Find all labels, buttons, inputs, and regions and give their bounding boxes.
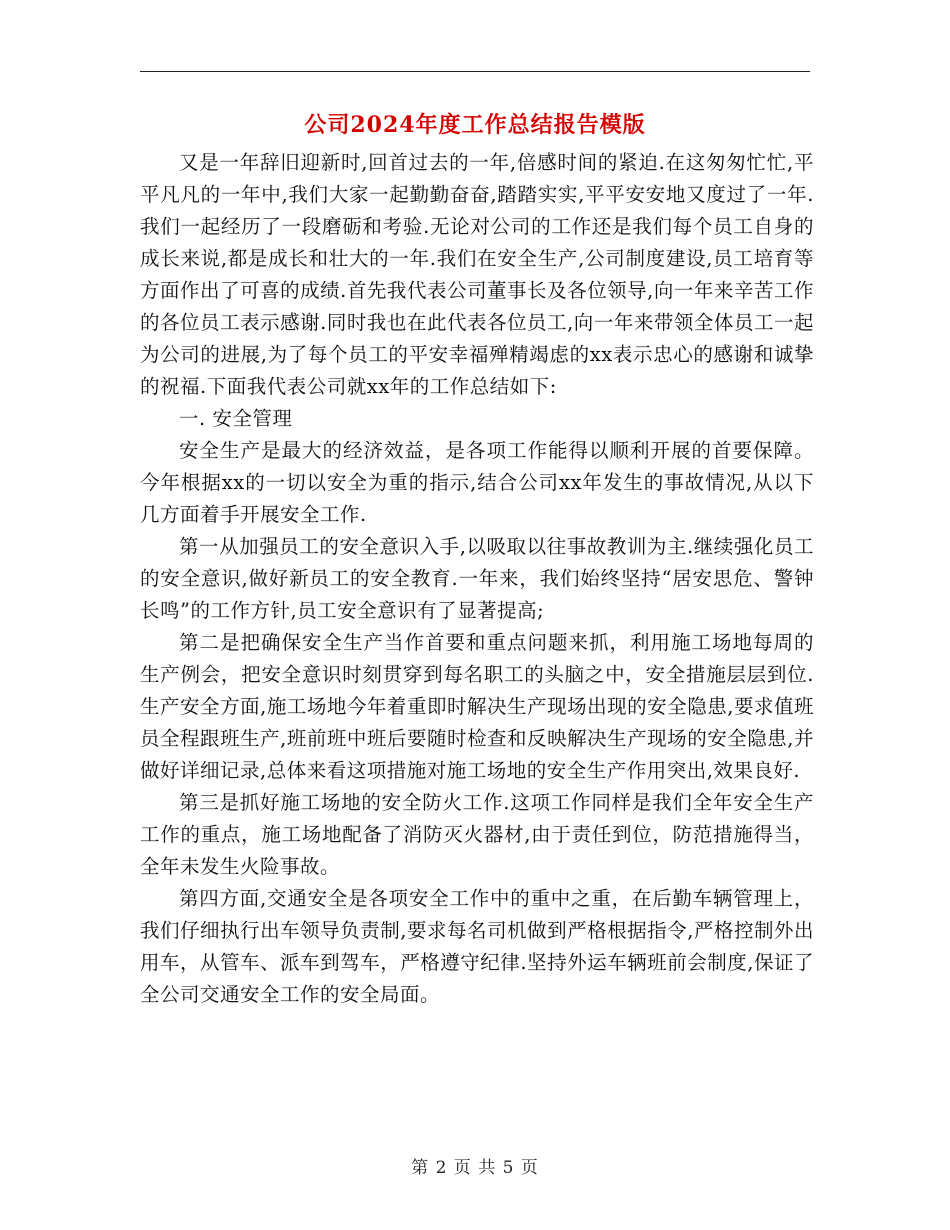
document-title: 公司2024年度工作总结报告模版 — [304, 112, 646, 138]
paragraph-safety-second: 第二是把确保安全生产当作首要和重点问题来抓，利用施工场地每周的生产例会，把安全意识时刻贯穿到每名职工的头脑之中，安全措施层层到位.生产安全方面,施工场地今年着重即时解决生产现场出现的安全隐患,要求值班员全程跟班生产,班前班中班后要随时检查和反映解决生产现场的安全隐患,并做好详细记录,总体来看这项措施对施工场地的安全生产作用突出,效果良好. — [140, 631, 814, 782]
paragraph-intro: 又是一年辞旧迎新时,回首过去的一年,倍感时间的紧迫.在这匆匆忙忙,平平凡凡的一年中,我们大家一起勤勤奋奋,踏踏实实,平平安安地又度过了一年.我们一起经历了一段磨砺和考验.无论对公司的工作还是我们每个员工自身的成长来说,都是成长和壮大的一年.我们在安全生产,公司制度建设,员工培育等方面作出了可喜的成绩.首先我代表公司董事长及各位领导,向一年来辛苦工作的各位员工表示感谢.同时我也在此代表各位员工,向一年来带领全体员工一起为公司的进展,为了每个员工的平安幸福殚精竭虑的xx表示忠心的感谢和诚挚的祝福.下面我代表公司就xx年的工作总结如下: — [140, 151, 814, 398]
paragraph-safety-third: 第三是抓好施工场地的安全防火工作.这项工作同样是我们全年安全生产工作的重点，施工场地配备了消防灭火器材,由于责任到位，防范措施得当，全年未发生火险事故。 — [140, 791, 814, 878]
paragraph-safety-first: 第一从加强员工的安全意识入手,以吸取以往事故教训为主.继续强化员工的安全意识,做好新员工的安全教育.一年来，我们始终坚持“居安思危、警钟长鸣”的工作方针,员工安全意识有了显著提高; — [140, 535, 814, 622]
paragraph-safety-fourth: 第四方面,交通安全是各项安全工作中的重中之重，在后勤车辆管理上，我们仔细执行出车领导负责制,要求每名司机做到严格根据指令,严格控制外出用车，从管车、派车到驾车，严格遵守纪律.坚持外运车辆班前会制度,保证了全公司交通安全工作的安全局面。 — [140, 887, 814, 1006]
section-heading-safety: 一. 安全管理 — [179, 407, 293, 430]
paragraph-safety-overview: 安全生产是最大的经济效益，是各项工作能得以顺利开展的首要保障。今年根据xx的一切以安全为重的指示,结合公司xx年发生的事故情况,从以下几方面着手开展安全工作. — [140, 439, 814, 526]
document-body — [140, 147, 814, 1011]
header-rule — [140, 71, 810, 72]
page-number-footer: 第 2 页 共 5 页 — [411, 1158, 539, 1178]
